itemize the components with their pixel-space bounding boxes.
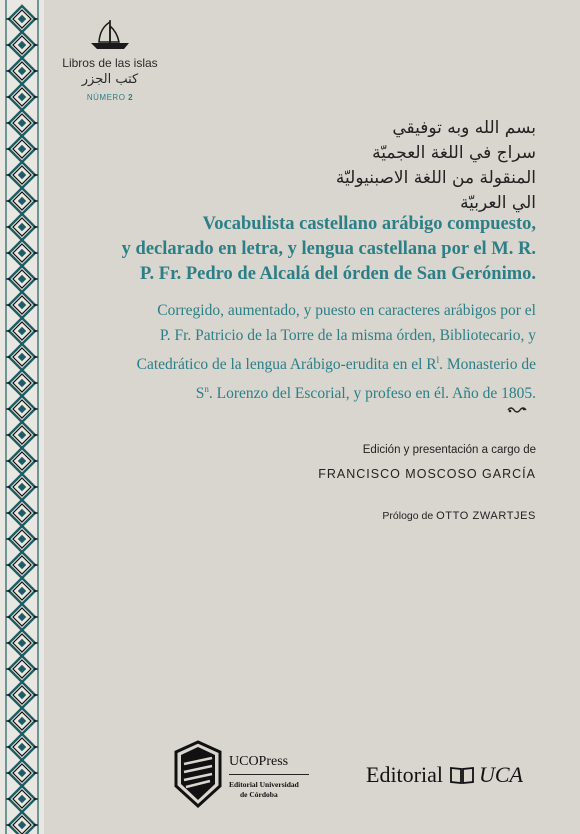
crest-icon [174, 740, 222, 808]
subtitle-line: P. Fr. Patricio de la Torre de la misma órden, Bibliotecario, y [159, 327, 536, 344]
prologue-author: OTTO ZWARTJES [436, 510, 536, 522]
title-line: y declarado en letra, y lengua castellana por el M. R. [121, 239, 536, 259]
prologue-label: Prólogo de [382, 510, 434, 522]
ucopress-line1: Editorial Universidad [229, 780, 299, 789]
series-number: NÚMERO 2 [86, 93, 134, 102]
series-name: Libros de las islas [62, 56, 158, 70]
geometric-pattern-icon [0, 0, 44, 834]
ucopress-line2: de Córdoba [240, 790, 278, 799]
subtitle-line: Corregido, aumentado, y puesto en caracteres arábigos por el [157, 302, 536, 319]
uca-word: Editorial [366, 762, 443, 787]
arabic-title [276, 116, 536, 216]
arabic-line: بسم الله وبه توفيقي [392, 118, 536, 138]
subtitle-line: Catedrático de la lengua Arábigo-erudita en el $R^l$. Monasterio de [136, 355, 536, 374]
subtitle-line: $S^n$. Lorenzo del Escorial, y profeso en él. Año de 1805. [195, 384, 536, 403]
title-line: P. Fr. Pedro de Alcalá del órden de San Gerónimo. [139, 264, 536, 284]
book-subtitle [66, 298, 536, 406]
book-title [76, 212, 536, 287]
arabic-line: المنقولة من اللغة الاصبنيوليّة [335, 168, 536, 188]
ornament-icon [506, 405, 528, 415]
title-line: Vocabulista castellano arábigo compuesto, [202, 214, 536, 234]
decorative-border [0, 0, 44, 834]
ship-icon [87, 18, 133, 52]
ucopress-divider [229, 774, 309, 775]
uca-abbr: UCA [478, 762, 523, 787]
series-logo [55, 18, 165, 102]
book-icon [449, 765, 475, 785]
uca-logo [366, 762, 523, 788]
editor-name: FRANCISCO MOSCOSO GARCÍA [318, 467, 536, 481]
series-name-arabic: كتب الجزر [81, 72, 139, 87]
arabic-line: سراج في اللغة العجميّة [372, 143, 536, 163]
arabic-line: الي العربيّة [460, 193, 536, 213]
edition-label: Edición y presentación a cargo de [362, 444, 536, 456]
prologue-credit [382, 510, 536, 522]
ucopress-name: UCOPress [229, 754, 289, 769]
